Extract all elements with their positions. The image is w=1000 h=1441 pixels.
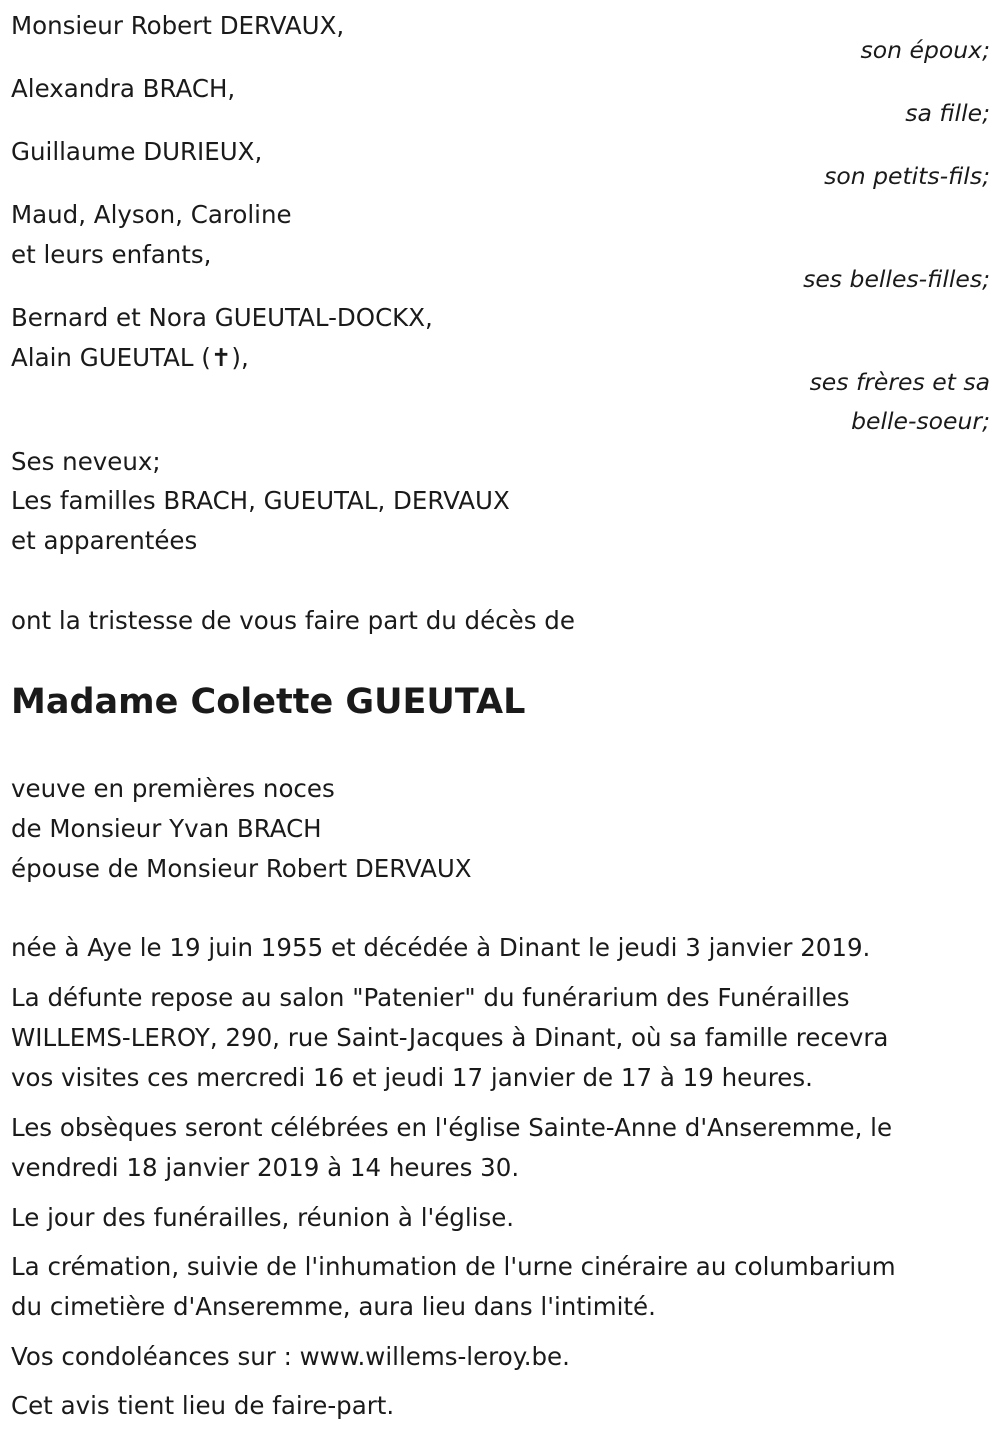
salon-info-line2: WILLEMS-LEROY, 290, rue Saint-Jacques à Dinant, où sa famille recevra bbox=[11, 1023, 889, 1052]
birth-death-info: née à Aye le 19 juin 1955 et décédée à Dinant le jeudi 3 janvier 2019. bbox=[11, 933, 871, 962]
funeral-info-line1: Les obsèques seront célébrées en l'église Sainte-Anne d'Anseremme, le bbox=[11, 1113, 893, 1142]
cremation-info-line1: La crémation, suivie de l'inhumation de l'urne cinéraire au columbarium bbox=[11, 1252, 896, 1281]
status-first-husband: de Monsieur Yvan BRACH bbox=[11, 814, 322, 843]
family-member-siblings: Bernard et Nora GUEUTAL-DOCKX, bbox=[11, 303, 433, 332]
family-nephews: Ses neveux; bbox=[11, 447, 161, 476]
cremation-info-line2: du cimetière d'Anseremme, aura lieu dans l'intimité. bbox=[11, 1292, 656, 1321]
relation-sister-in-law: belle-soeur; bbox=[851, 407, 990, 435]
relation-grandson: son petits-fils; bbox=[824, 162, 990, 190]
salon-info-line3: vos visites ces mercredi 16 et jeudi 17 janvier de 17 à 19 heures. bbox=[11, 1063, 813, 1092]
family-member-grandson: Guillaume DURIEUX, bbox=[11, 137, 263, 166]
family-families: Les familles BRACH, GUEUTAL, DERVAUX bbox=[11, 486, 510, 515]
notice-statement: Cet avis tient lieu de faire-part. bbox=[11, 1391, 395, 1420]
relation-husband: son époux; bbox=[860, 36, 990, 64]
relation-daughters-in-law: ses belles-filles; bbox=[803, 265, 990, 293]
funeral-info-line2: vendredi 18 janvier 2019 à 14 heures 30. bbox=[11, 1153, 520, 1182]
announcement-text: ont la tristesse de vous faire part du décès de bbox=[11, 606, 575, 635]
family-member-brother: Alain GUEUTAL (✝), bbox=[11, 343, 249, 372]
condolences-info: Vos condoléances sur : www.willems-leroy.be. bbox=[11, 1342, 570, 1371]
reunion-info: Le jour des funérailles, réunion à l'église. bbox=[11, 1203, 515, 1232]
deceased-name: Madame Colette GUEUTAL bbox=[11, 682, 526, 722]
relation-siblings: ses frères et sa bbox=[809, 368, 990, 396]
status-spouse: épouse de Monsieur Robert DERVAUX bbox=[11, 854, 472, 883]
family-member-husband: Monsieur Robert DERVAUX, bbox=[11, 11, 345, 40]
family-member-children: et leurs enfants, bbox=[11, 240, 212, 269]
status-widow: veuve en premières noces bbox=[11, 774, 335, 803]
family-member-daughter: Alexandra BRACH, bbox=[11, 74, 236, 103]
salon-info-line1: La défunte repose au salon "Patenier" du funérarium des Funérailles bbox=[11, 983, 850, 1012]
family-member-daughters-in-law: Maud, Alyson, Caroline bbox=[11, 200, 292, 229]
relation-daughter: sa fille; bbox=[905, 99, 990, 127]
family-relatives: et apparentées bbox=[11, 526, 198, 555]
